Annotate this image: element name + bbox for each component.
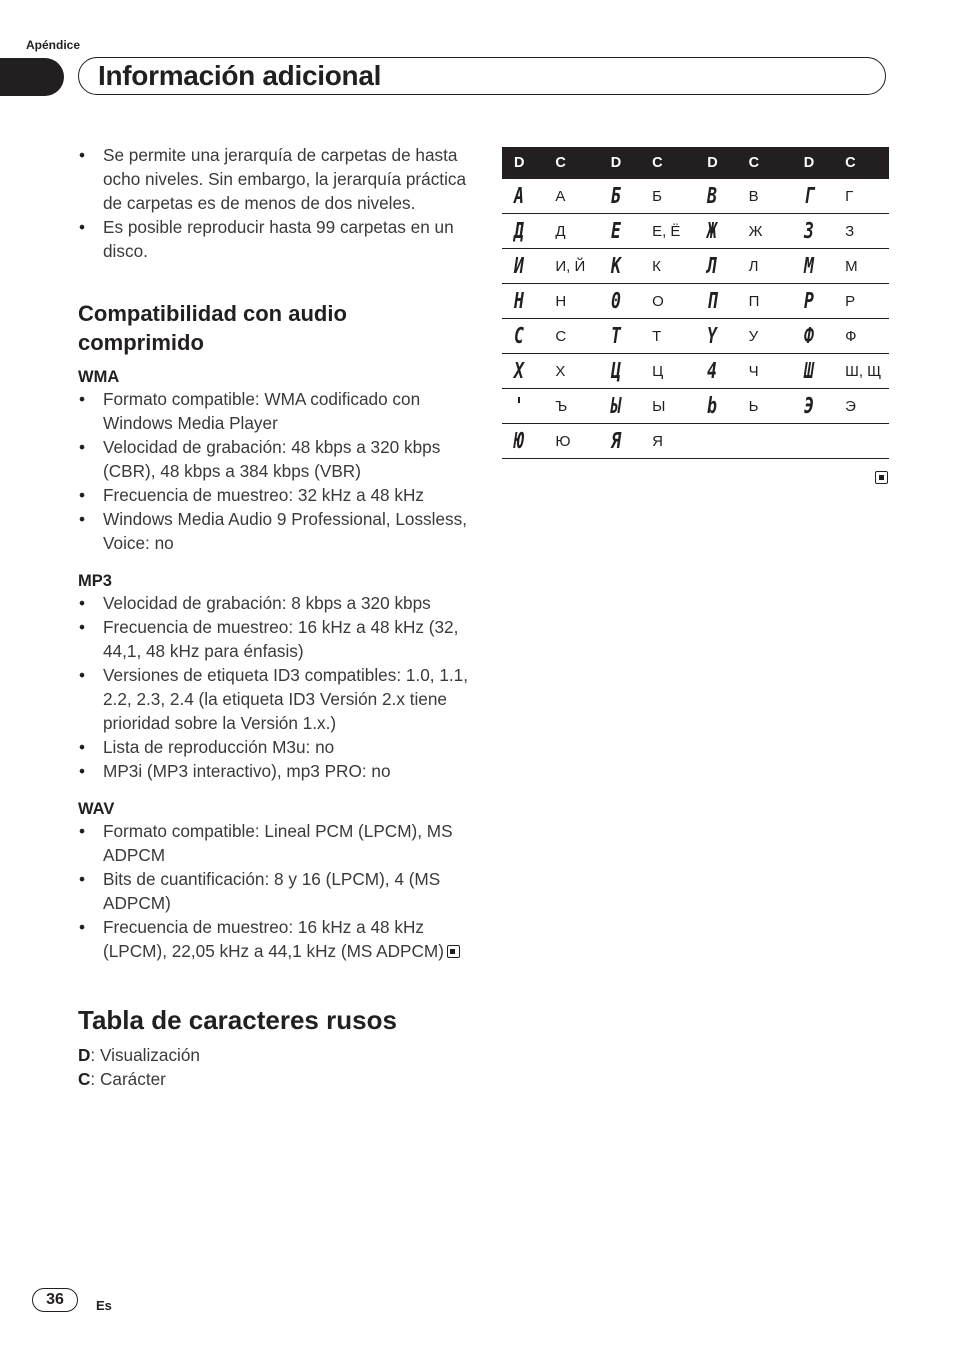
display-glyph-cell xyxy=(695,179,748,214)
table-row xyxy=(502,284,889,319)
list-item-text: Lista de reproducción M3u: no xyxy=(103,737,335,757)
legend-c-text: : Carácter xyxy=(90,1069,166,1089)
character-cell: О xyxy=(652,284,695,319)
display-glyph: Ы xyxy=(610,393,621,419)
page-title: Información adicional xyxy=(98,60,382,91)
list-item xyxy=(78,915,468,963)
display-glyph-cell xyxy=(792,424,845,459)
list-item xyxy=(78,435,468,483)
mp3-list xyxy=(78,591,468,783)
character-cell: Ш, Щ xyxy=(845,354,889,389)
display-glyph-cell xyxy=(695,284,748,319)
list-item xyxy=(78,483,468,507)
display-glyph-cell xyxy=(599,319,652,354)
display-glyph: A xyxy=(514,183,524,209)
display-glyph-cell xyxy=(502,389,555,424)
display-glyph: H xyxy=(514,288,524,314)
display-glyph: M xyxy=(803,253,814,279)
display-glyph: Я xyxy=(610,428,621,454)
display-glyph-cell xyxy=(502,179,555,214)
character-cell: Х xyxy=(555,354,598,389)
character-cell: Ж xyxy=(749,214,792,249)
display-glyph: И xyxy=(514,253,524,279)
display-glyph: Ю xyxy=(514,428,524,454)
character-cell: А xyxy=(555,179,598,214)
display-glyph-cell xyxy=(792,214,845,249)
list-item xyxy=(78,819,468,867)
list-item-text: Velocidad de grabación: 48 kbps a 320 kbps (CBR), 48 kbps a 384 kbps (VBR) xyxy=(103,437,441,481)
display-glyph: Б xyxy=(610,183,621,209)
end-mark-icon xyxy=(875,471,888,484)
list-item xyxy=(78,759,468,783)
display-glyph-cell xyxy=(695,424,748,459)
intro-list xyxy=(78,143,468,263)
character-cell xyxy=(749,424,792,459)
list-item-text: Formato compatible: Lineal PCM (LPCM), MS ADPCM xyxy=(103,821,453,865)
list-item-text: Frecuencia de muestreo: 16 kHz a 48 kHz (LPCM), 22,05 kHz a 44,1 kHz (MS ADPCM) xyxy=(103,917,444,961)
header-c: C xyxy=(555,147,598,179)
display-glyph-cell xyxy=(502,424,555,459)
list-item xyxy=(78,615,468,663)
header-c: C xyxy=(749,147,792,179)
display-glyph: Ж xyxy=(707,218,718,244)
display-glyph-cell xyxy=(599,354,652,389)
section-label: Apéndice xyxy=(26,38,81,52)
display-glyph-cell xyxy=(695,249,748,284)
character-cell: Ь xyxy=(749,389,792,424)
character-cell: П xyxy=(749,284,792,319)
display-glyph-cell xyxy=(502,284,555,319)
display-glyph: П xyxy=(707,288,718,314)
display-glyph: Ш xyxy=(803,358,814,384)
display-glyph: Y xyxy=(707,323,718,349)
display-glyph-cell xyxy=(792,354,845,389)
character-cell: Б xyxy=(652,179,695,214)
header-c: C xyxy=(652,147,695,179)
character-cell: Д xyxy=(555,214,598,249)
display-glyph: C xyxy=(514,323,524,349)
list-item xyxy=(78,143,468,215)
header-d: D xyxy=(599,147,652,179)
display-glyph: X xyxy=(514,358,524,384)
character-cell: Е, Ё xyxy=(652,214,695,249)
list-item-text: MP3i (MP3 interactivo), mp3 PRO: no xyxy=(103,761,391,781)
list-item xyxy=(78,507,468,555)
header-d: D xyxy=(792,147,845,179)
legend-character xyxy=(78,1067,468,1091)
wma-heading: WMA xyxy=(78,368,120,386)
list-item-text: Frecuencia de muestreo: 32 kHz a 48 kHz xyxy=(103,485,424,505)
character-cell: Ы xyxy=(652,389,695,424)
character-cell: К xyxy=(652,249,695,284)
character-cell: Н xyxy=(555,284,598,319)
list-item-text: Bits de cuantificación: 8 y 16 (LPCM), 4 (MS ADPCM) xyxy=(103,869,441,913)
character-cell xyxy=(845,424,889,459)
display-glyph: b xyxy=(707,393,718,419)
language-code: Es xyxy=(96,1298,112,1313)
display-glyph-cell xyxy=(792,389,845,424)
russian-char-table xyxy=(502,147,889,459)
display-glyph: Г xyxy=(803,183,814,209)
list-item xyxy=(78,663,468,735)
table-row xyxy=(502,214,889,249)
display-glyph: 4 xyxy=(707,358,718,384)
display-glyph: K xyxy=(610,253,621,279)
character-cell: Т xyxy=(652,319,695,354)
table-row xyxy=(502,354,889,389)
legend-c-key: C xyxy=(78,1069,91,1089)
character-cell: Ф xyxy=(845,319,889,354)
character-cell: Ю xyxy=(555,424,598,459)
mp3-heading: MP3 xyxy=(78,572,112,590)
list-item xyxy=(78,591,468,615)
table-row xyxy=(502,179,889,214)
compat-heading: Compatibilidad con audio comprimido xyxy=(78,301,347,355)
legend-d-key: D xyxy=(78,1045,91,1065)
display-glyph-cell xyxy=(599,284,652,319)
display-glyph-cell xyxy=(792,319,845,354)
display-glyph: B xyxy=(707,183,718,209)
section-tab xyxy=(0,58,64,96)
wma-list xyxy=(78,387,468,555)
display-glyph-cell xyxy=(502,319,555,354)
display-glyph: Л xyxy=(707,253,718,279)
list-item xyxy=(78,387,468,435)
character-cell: Э xyxy=(845,389,889,424)
character-cell: Г xyxy=(845,179,889,214)
character-cell: Ъ xyxy=(555,389,598,424)
display-glyph-cell xyxy=(792,284,845,319)
list-item-text: Velocidad de grabación: 8 kbps a 320 kbps xyxy=(103,593,431,613)
display-glyph: Д xyxy=(514,218,524,244)
table-body xyxy=(502,179,889,459)
display-glyph: P xyxy=(803,288,814,314)
legend-d-text: : Visualización xyxy=(90,1045,200,1065)
display-glyph: Ц xyxy=(610,358,621,384)
display-glyph-cell xyxy=(502,354,555,389)
display-glyph-cell xyxy=(599,214,652,249)
legend-display xyxy=(78,1043,468,1067)
display-glyph-cell xyxy=(695,319,748,354)
display-glyph-cell xyxy=(502,249,555,284)
russian-table-heading: Tabla de caracteres rusos xyxy=(78,1005,397,1035)
list-item-text: Formato compatible: WMA codificado con Windows Media Player xyxy=(103,389,421,433)
header-c: C xyxy=(845,147,889,179)
table-row xyxy=(502,424,889,459)
list-item-text: Versiones de etiqueta ID3 compatibles: 1.0, 1.1, 2.2, 2.3, 2.4 (la etiqueta ID3 Versión 2.x tiene prioridad sobre la Versión 1.x.) xyxy=(103,665,468,733)
character-cell: М xyxy=(845,249,889,284)
table-row xyxy=(502,249,889,284)
display-glyph: Э xyxy=(803,393,814,419)
display-glyph-cell xyxy=(695,354,748,389)
header-d: D xyxy=(502,147,555,179)
display-glyph-cell xyxy=(599,249,652,284)
display-glyph: Ф xyxy=(803,323,814,349)
character-cell: Ц xyxy=(652,354,695,389)
display-glyph: E xyxy=(610,218,621,244)
display-glyph-cell xyxy=(599,389,652,424)
table-header-row xyxy=(502,147,889,179)
display-glyph: З xyxy=(803,218,814,244)
character-cell: И, Й xyxy=(555,249,598,284)
wav-heading: WAV xyxy=(78,800,115,818)
display-glyph-cell xyxy=(599,179,652,214)
end-mark-icon xyxy=(447,945,460,958)
header-d: D xyxy=(695,147,748,179)
list-item xyxy=(78,735,468,759)
display-glyph: ' xyxy=(514,393,524,419)
wav-list xyxy=(78,819,468,963)
character-cell: С xyxy=(555,319,598,354)
list-item-text: Es posible reproducir hasta 99 carpetas en un disco. xyxy=(103,217,454,261)
character-cell: В xyxy=(749,179,792,214)
list-item-text: Frecuencia de muestreo: 16 kHz a 48 kHz (32, 44,1, 48 kHz para énfasis) xyxy=(103,617,459,661)
display-glyph-cell xyxy=(695,214,748,249)
list-item-text: Windows Media Audio 9 Professional, Lossless, Voice: no xyxy=(103,509,467,553)
character-cell: Л xyxy=(749,249,792,284)
table-row xyxy=(502,319,889,354)
display-glyph: 0 xyxy=(610,288,621,314)
character-cell: Я xyxy=(652,424,695,459)
page-number: 36 xyxy=(32,1288,78,1312)
list-item-text: Se permite una jerarquía de carpetas de hasta ocho niveles. Sin embargo, la jerarquía práctica de carpetas es de menos de dos niveles. xyxy=(103,145,467,213)
list-item xyxy=(78,215,468,263)
character-cell: Ч xyxy=(749,354,792,389)
display-glyph: T xyxy=(610,323,621,349)
left-column xyxy=(78,143,468,1091)
display-glyph-cell xyxy=(792,179,845,214)
character-cell: Р xyxy=(845,284,889,319)
character-cell: З xyxy=(845,214,889,249)
list-item xyxy=(78,867,468,915)
display-glyph-cell xyxy=(695,389,748,424)
display-glyph-cell xyxy=(792,249,845,284)
display-glyph-cell xyxy=(502,214,555,249)
display-glyph-cell xyxy=(599,424,652,459)
character-cell: У xyxy=(749,319,792,354)
table-row xyxy=(502,389,889,424)
